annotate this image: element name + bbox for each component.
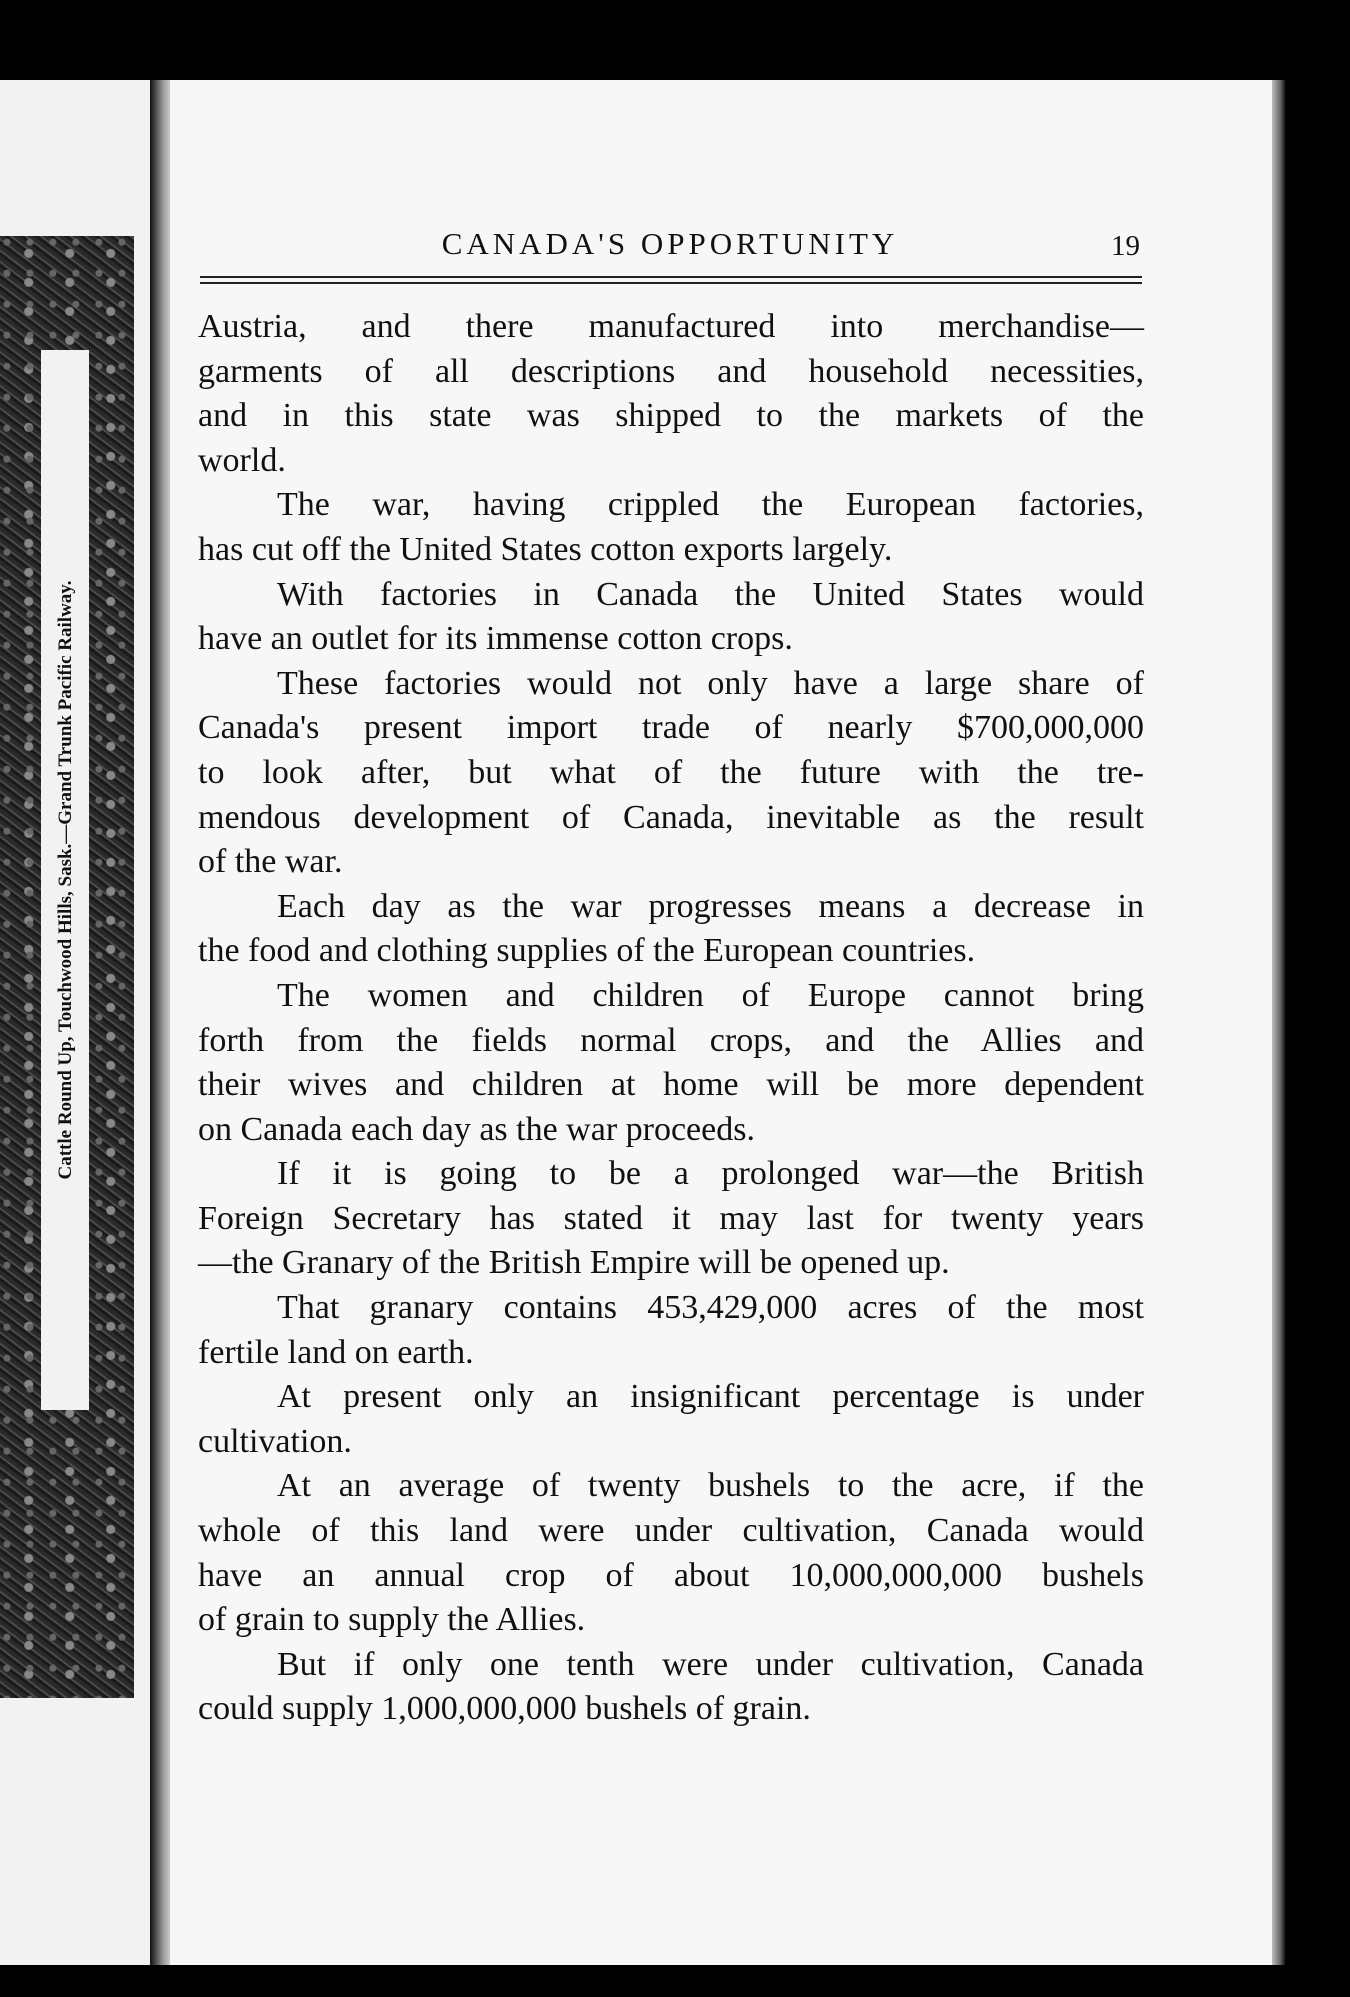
header-rule-top	[200, 276, 1142, 278]
text-line: Each day as the war progresses means a decrease in	[277, 887, 1144, 925]
text-line: their wives and children at home will be more dependent	[198, 1066, 1144, 1104]
text-line: could supply 1,000,000,000 bushels of grain.	[198, 1690, 811, 1728]
paragraph	[198, 662, 1144, 885]
text-line: But if only one tenth were under cultivation, Canada	[277, 1645, 1144, 1683]
page-number: 19	[1111, 230, 1140, 262]
text-line: of grain to supply the Allies.	[198, 1601, 586, 1639]
text-line: If it is going to be a prolonged war—the British	[277, 1155, 1144, 1193]
text-line: world.	[198, 441, 286, 479]
text-line: the food and clothing supplies of the European countries.	[198, 932, 976, 970]
text-line: These factories would not only have a large share of	[277, 664, 1144, 702]
text-line: mendous development of Canada, inevitable as the result	[198, 798, 1144, 836]
paragraph	[198, 1464, 1144, 1642]
paragraph	[198, 1643, 1144, 1732]
text-line: The war, having crippled the European factories,	[277, 486, 1144, 524]
running-title: CANADA'S OPPORTUNITY	[441, 226, 899, 261]
page-header	[200, 226, 1140, 272]
text-line: have an annual crop of about 10,000,000,000 bushels	[198, 1556, 1144, 1594]
book-gutter	[150, 80, 172, 1965]
text-line: —the Granary of the British Empire will be opened up.	[198, 1244, 950, 1282]
paragraph	[198, 483, 1144, 572]
text-line: whole of this land were under cultivation, Canada would	[198, 1512, 1144, 1550]
header-rule-bottom	[200, 282, 1142, 284]
text-line: cultivation.	[198, 1422, 352, 1460]
text-line: garments of all descriptions and household necessities,	[198, 352, 1144, 390]
paragraph	[198, 1375, 1144, 1464]
text-line: have an outlet for its immense cotton crops.	[198, 620, 793, 658]
text-line: With factories in Canada the United States would	[277, 575, 1144, 613]
text-line: At present only an insignificant percentage is under	[277, 1378, 1144, 1416]
text-line: of the war.	[198, 843, 343, 881]
text-line: fertile land on earth.	[198, 1333, 474, 1371]
paragraph	[198, 573, 1144, 662]
body-text	[198, 305, 1144, 1732]
paragraph	[198, 1286, 1144, 1375]
photo-caption: Cattle Round Up, Touchwood Hills, Sask.—Grand Trunk Pacific Railway.	[55, 580, 76, 1180]
text-line: forth from the fields normal crops, and the Allies and	[198, 1021, 1144, 1059]
text-line: The women and children of Europe cannot bring	[277, 976, 1144, 1014]
text-line: At an average of twenty bushels to the acre, if the	[277, 1467, 1144, 1505]
text-line: and in this state was shipped to the markets of the	[198, 397, 1144, 435]
text-line: on Canada each day as the war proceeds.	[198, 1110, 755, 1148]
text-line: to look after, but what of the future with the tre-	[198, 753, 1144, 791]
text-line: Austria, and there manufactured into merchandise—	[198, 308, 1144, 345]
text-line: has cut off the United States cotton exports largely.	[198, 530, 893, 568]
paragraph	[198, 305, 1144, 483]
paragraph	[198, 885, 1144, 974]
text-line: Canada's present import trade of nearly $700,000,000	[198, 709, 1144, 747]
page-edge	[1272, 80, 1286, 1965]
text-line: That granary contains 453,429,000 acres of the most	[277, 1289, 1144, 1327]
text-line: Foreign Secretary has stated it may last for twenty years	[198, 1199, 1144, 1237]
paragraph	[198, 1152, 1144, 1286]
paragraph	[198, 974, 1144, 1152]
